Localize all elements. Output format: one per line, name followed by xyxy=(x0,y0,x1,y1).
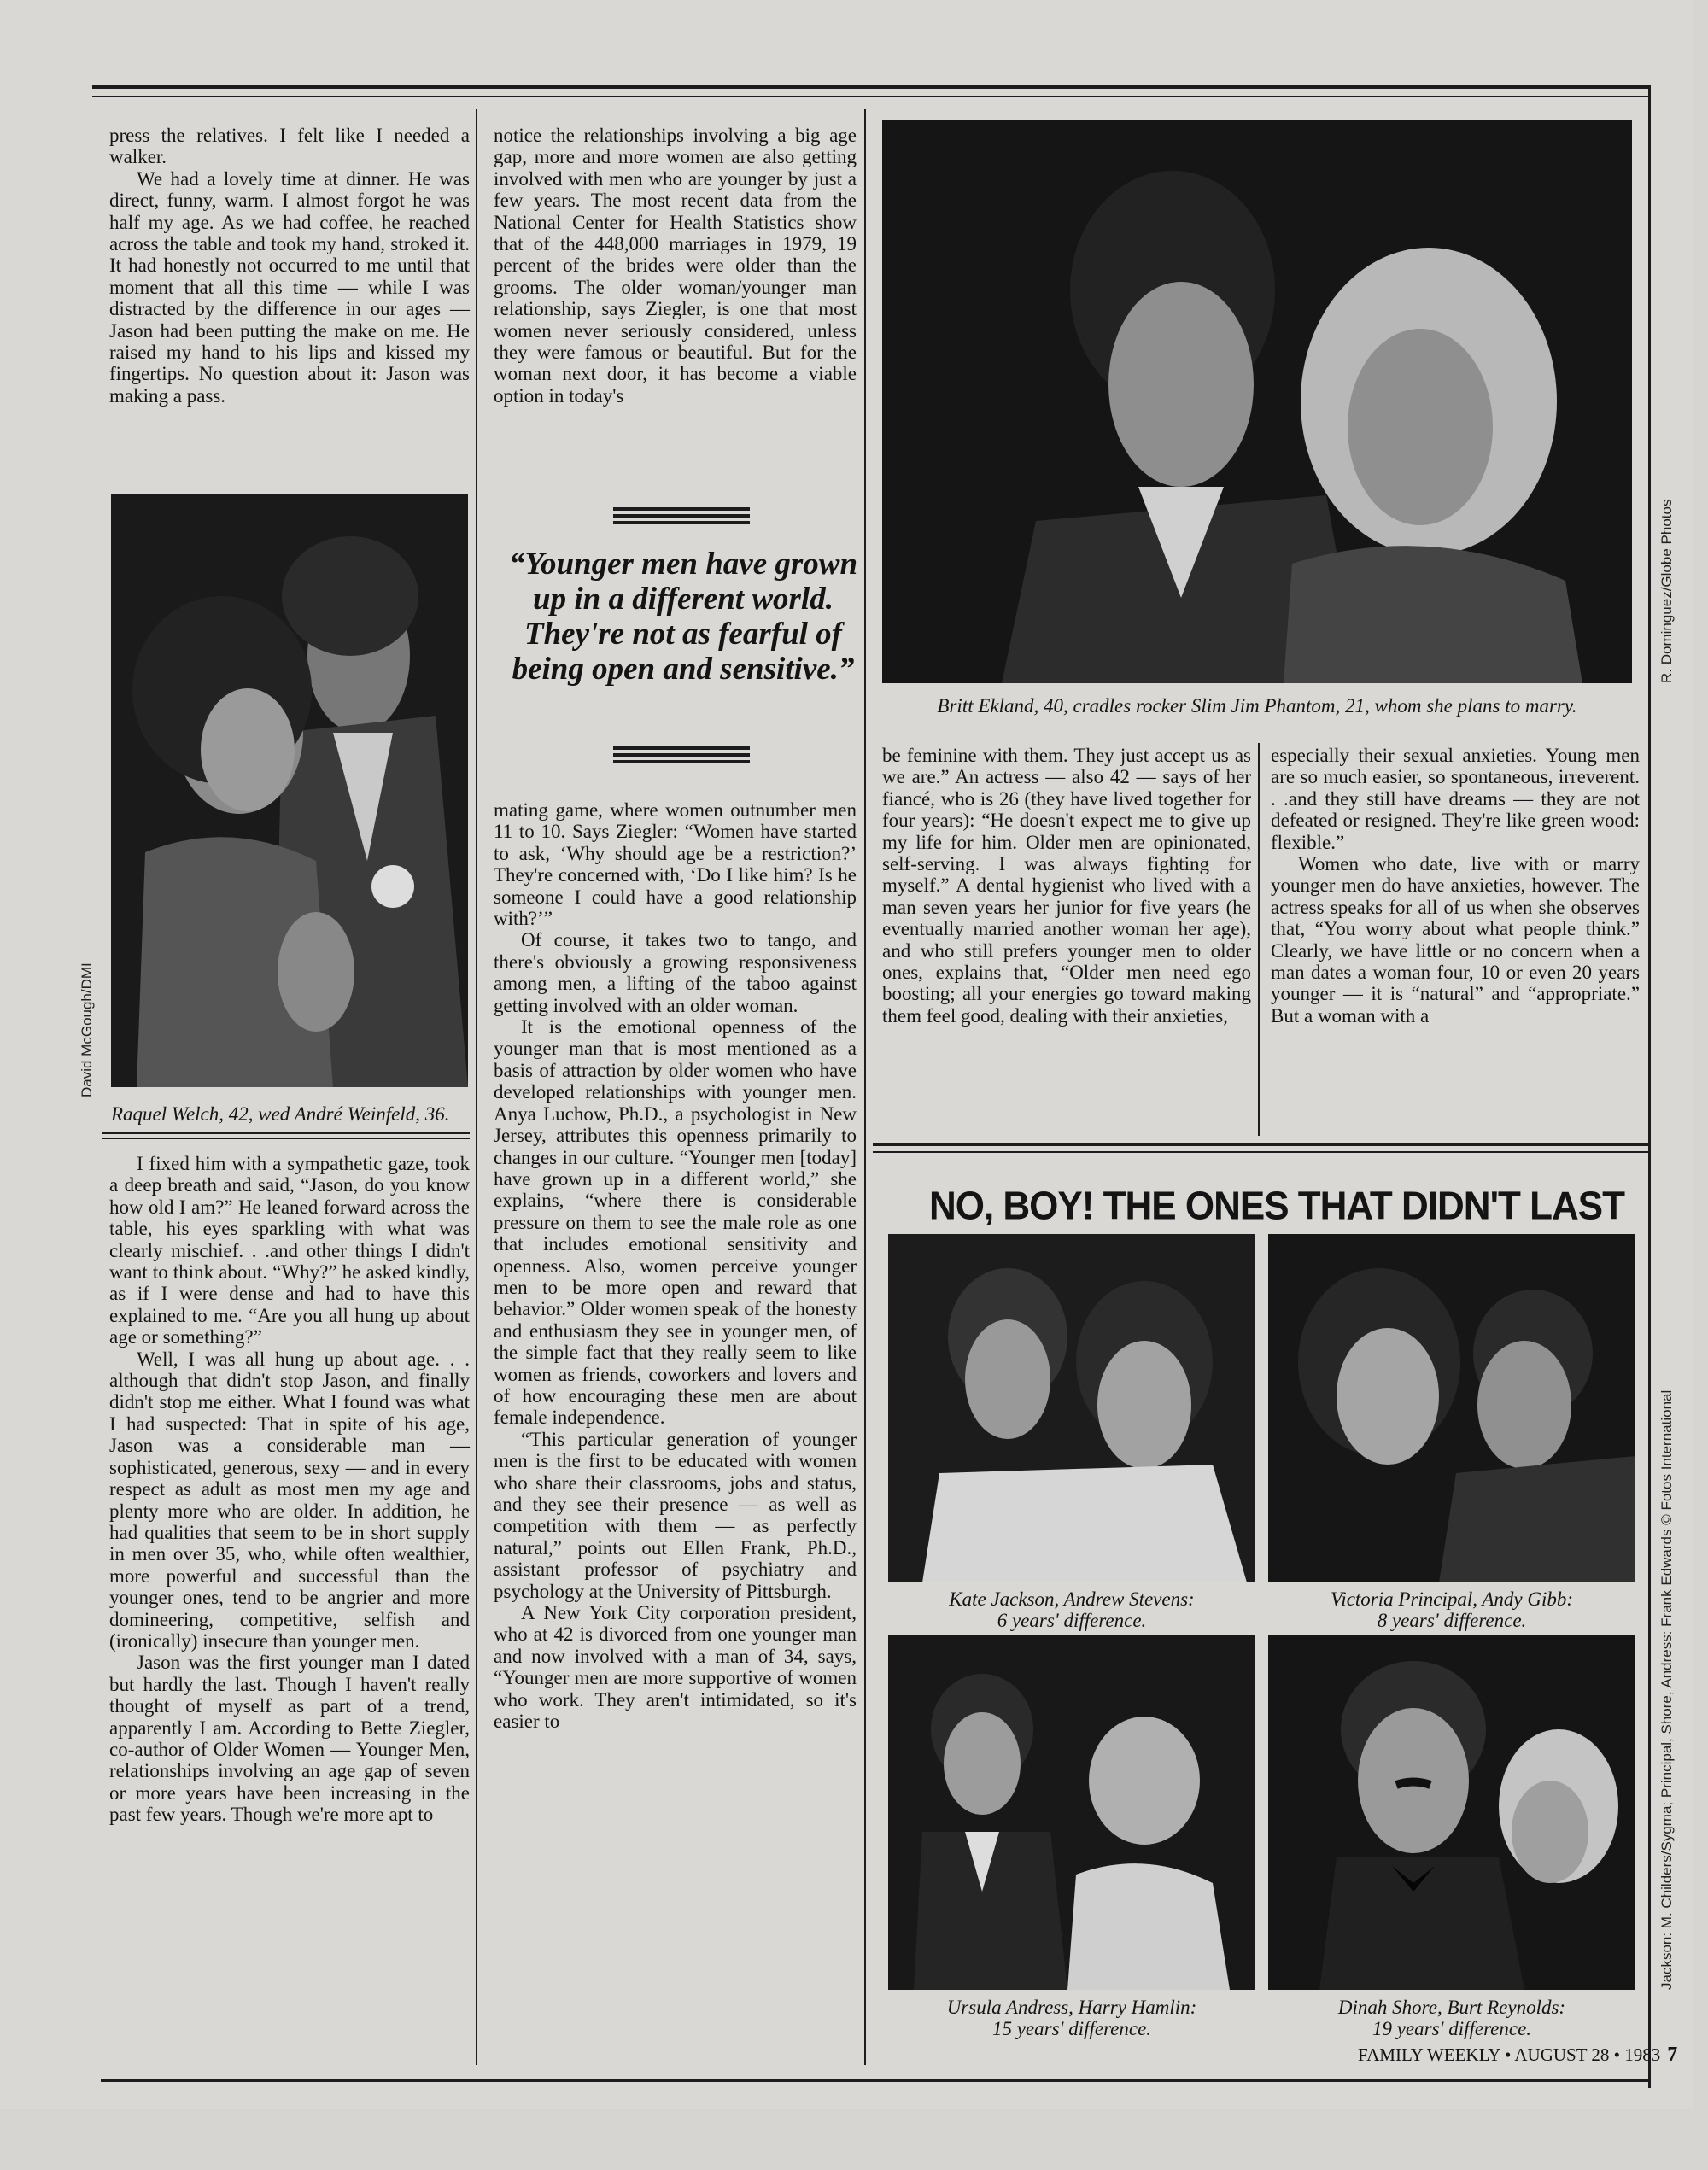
right-border xyxy=(1648,85,1651,2088)
photo-caption xyxy=(888,1997,1255,2039)
column-rule-1 xyxy=(476,109,477,2065)
paragraph: be feminine with them. They just accept us as we are.” An actress — also 42 — says of her fiancé, who is 26 (they have lived together for four years): “He doesn't expect me to give up my life for him. Older men are opinionated, self-serving. I was always fighting for myself.” A dental hygienist who lived with a man seven years her junior for five years (he eventually married another woman her age), and who still prefers younger men to older ones, explains that, “Older men need ego boosting; all your energies go toward making them feel good, dealing with their anxieties, xyxy=(882,745,1251,1027)
photo-caption xyxy=(1268,1997,1635,2039)
photo-principal-gibb xyxy=(1268,1234,1635,1582)
paragraph: Jason was the first younger man I dated but hardly the last. Though I haven't really thought of myself as part of a trend, apparently I am. According to Bette Ziegler, co-author of Older Women — Younger Men, relationships involving an age gap of seven or more years have been increasing in the past few years. Though we're more apt to xyxy=(109,1652,470,1826)
pull-quote: “Younger men have grown up in a different world. They're not as fearful of being open and sensitive.” xyxy=(508,547,858,687)
column1-top-text xyxy=(109,125,470,483)
pullquote-bars-bottom xyxy=(613,746,750,767)
column2-top-text xyxy=(494,125,857,475)
photo-jackson-stevens xyxy=(888,1234,1255,1582)
photo-credit: David McGough/DMI xyxy=(79,962,95,1097)
page-footer xyxy=(1358,2044,1677,2067)
caption-names: Victoria Principal, Andy Gibb: xyxy=(1330,1588,1574,1610)
photo-caption: Raquel Welch, 42, wed André Weinfeld, 36. xyxy=(111,1103,450,1125)
caption-names: Kate Jackson, Andrew Stevens: xyxy=(949,1588,1195,1610)
column4-text xyxy=(1271,745,1640,1138)
page-number: 7 xyxy=(1667,2044,1678,2066)
paragraph: A New York City corporation president, who at 42 is divorced from one younger man and now involved with a man of 34, says, “Younger men are more supportive of women who work. They aren't intimidated, so it's easier to xyxy=(494,1602,857,1733)
column1-bottom-text xyxy=(109,1153,470,2050)
sidebar-rule xyxy=(873,1143,1648,1146)
paragraph: press the relatives. I felt like I needed a walker. xyxy=(109,125,470,168)
paragraph: mating game, where women outnumber men 11 to 10. Says Ziegler: “Women have started to ask, ‘Why should age be a restriction?’ They're concerned with, ‘Do I like him? Is he someone I could have a good relationship with?’” xyxy=(494,799,857,930)
photo-credit: R. Dominguez/Globe Photos xyxy=(1658,499,1675,683)
caption-names: Ursula Andress, Harry Hamlin: xyxy=(946,1997,1197,2018)
photo-caption xyxy=(888,1588,1255,1631)
paragraph: We had a lovely time at dinner. He was direct, funny, warm. I almost forgot he was half my age. As we had coffee, he reached across the table and took my hand, stroked it. It had honestly not occurred to me until that moment that all this time — while I was distracted by the difference in our ages — Jason had been putting the make on me. He raised my hand to his lips and kissed my fingertips. No question about it: Jason was making a pass. xyxy=(109,167,470,407)
photo-raquel-welch xyxy=(111,494,468,1087)
photo-caption: Britt Ekland, 40, cradles rocker Slim Jim Phantom, 21, whom she plans to marry. xyxy=(937,695,1577,717)
column-rule-2 xyxy=(864,109,866,2065)
column-rule-3 xyxy=(1258,743,1260,1136)
pullquote-bars-top xyxy=(613,507,750,528)
photo-caption xyxy=(1268,1588,1635,1631)
top-rule-thin xyxy=(92,96,1651,97)
caption-difference: 15 years' difference. xyxy=(991,2018,1152,2039)
paragraph: notice the relationships involving a big age gap, more and more women are also getting involved with men who are younger by just a few years. The most recent data from the National Center for Health Statistics show that of the 448,000 marriages in 1979, 19 percent of the brides were older than the grooms. The older woman/younger man relationship, says Ziegler, is one that most women never seriously considered, unless they were famous or beautiful. But for the woman next door, it has become a viable option in today's xyxy=(494,125,857,407)
top-rule xyxy=(92,85,1651,89)
column3-text xyxy=(882,745,1251,1138)
photo-andress-hamlin xyxy=(888,1635,1255,1990)
caption-names: Dinah Shore, Burt Reynolds: xyxy=(1337,1997,1566,2018)
sidebar-credit: Jackson: M. Childers/Sygma; Principal, Shore, Andress: Frank Edwards © Fotos International xyxy=(1658,1389,1675,1990)
caption-difference: 6 years' difference. xyxy=(997,1610,1147,1631)
paragraph: Women who date, live with or marry younger men do have anxieties, however. The actress speaks for all of us when she observes that, “You worry about what people think.” Clearly, we have little or no concern when a man dates a woman four, 10 or even 20 years younger — it is “natural” and “appropriate.” But a woman with a xyxy=(1271,853,1640,1027)
paragraph: Well, I was all hung up about age. . . although that didn't stop Jason, and finally didn't stop me either. What I found was what I had suspected: That in spite of his age, Jason was a considerable man — sophisticated, generous, sexy — and in every respect as adult as most men my age and plenty more who are older. In addition, he had qualities that seem to be in short supply in men over 35, who, while often wealthier, more powerful and successful than the younger ones, tend to be angrier and more domineering, competitive, selfish and (ironically) insecure than younger men. xyxy=(109,1348,470,1652)
paragraph: I fixed him with a sympathetic gaze, took a deep breath and said, “Jason, do you know how old I am?” He leaned forward across the table, his eyes sparkling with what was clearly mischief. . .and other things I didn't want to think about. “Why?” he asked kindly, as if I were dense and had to have this explained to me. “Are you all hung up about age or something?” xyxy=(109,1153,470,1348)
photo-shore-reynolds xyxy=(1268,1635,1635,1990)
column1-divider xyxy=(102,1132,470,1134)
bottom-rule xyxy=(101,2079,1651,2082)
caption-difference: 19 years' difference. xyxy=(1372,2018,1532,2039)
column1-divider-thin xyxy=(102,1138,470,1139)
caption-difference: 8 years' difference. xyxy=(1377,1610,1527,1631)
column2-bottom-text xyxy=(494,799,857,2046)
footer-publication-date: FAMILY WEEKLY • AUGUST 28 • 1983 xyxy=(1358,2044,1661,2065)
paragraph: It is the emotional openness of the younger man that is most mentioned as a basis of attraction by older women who have developed relationships with younger men. Anya Luchow, Ph.D., a psychologist in New Jersey, attributes this openness primarily to changes in our culture. “Younger men [today] have grown up in a different world,” she explains, “where there is considerable pressure on them to see the male role as one that includes emotional sensitivity and openness. Also, women perceive younger men to be more open and reward that behavior.” Older women speak of the honesty and enthusiasm they see in younger men, of the simple fact that they really seem to like women as friends, coworkers and lovers and of how encouraging these men are about female independence. xyxy=(494,1016,857,1429)
paragraph: Of course, it takes two to tango, and there's obviously a growing responsiveness among men, a lifting of the taboo against getting involved with an older woman. xyxy=(494,929,857,1016)
photo-britt-ekland xyxy=(882,120,1632,683)
paragraph: “This particular generation of younger men is the first to be educated with women who share their classrooms, jobs and status, and they see their presence — as well as competition with them — as perfectly natural,” points out Ellen Frank, Ph.D., assistant professor of psychiatry and psychology at the University of Pittsburgh. xyxy=(494,1428,857,1602)
sidebar-rule-thin xyxy=(873,1151,1648,1153)
sidebar-headline: NO, BOY! THE ONES THAT DIDN'T LAST xyxy=(928,1184,1625,1229)
paragraph: especially their sexual anxieties. Young men are so much easier, so spontaneous, irreverent. . .and they still have dreams — they are not defeated or resigned. They're like green wood: flexible.” xyxy=(1271,745,1640,853)
